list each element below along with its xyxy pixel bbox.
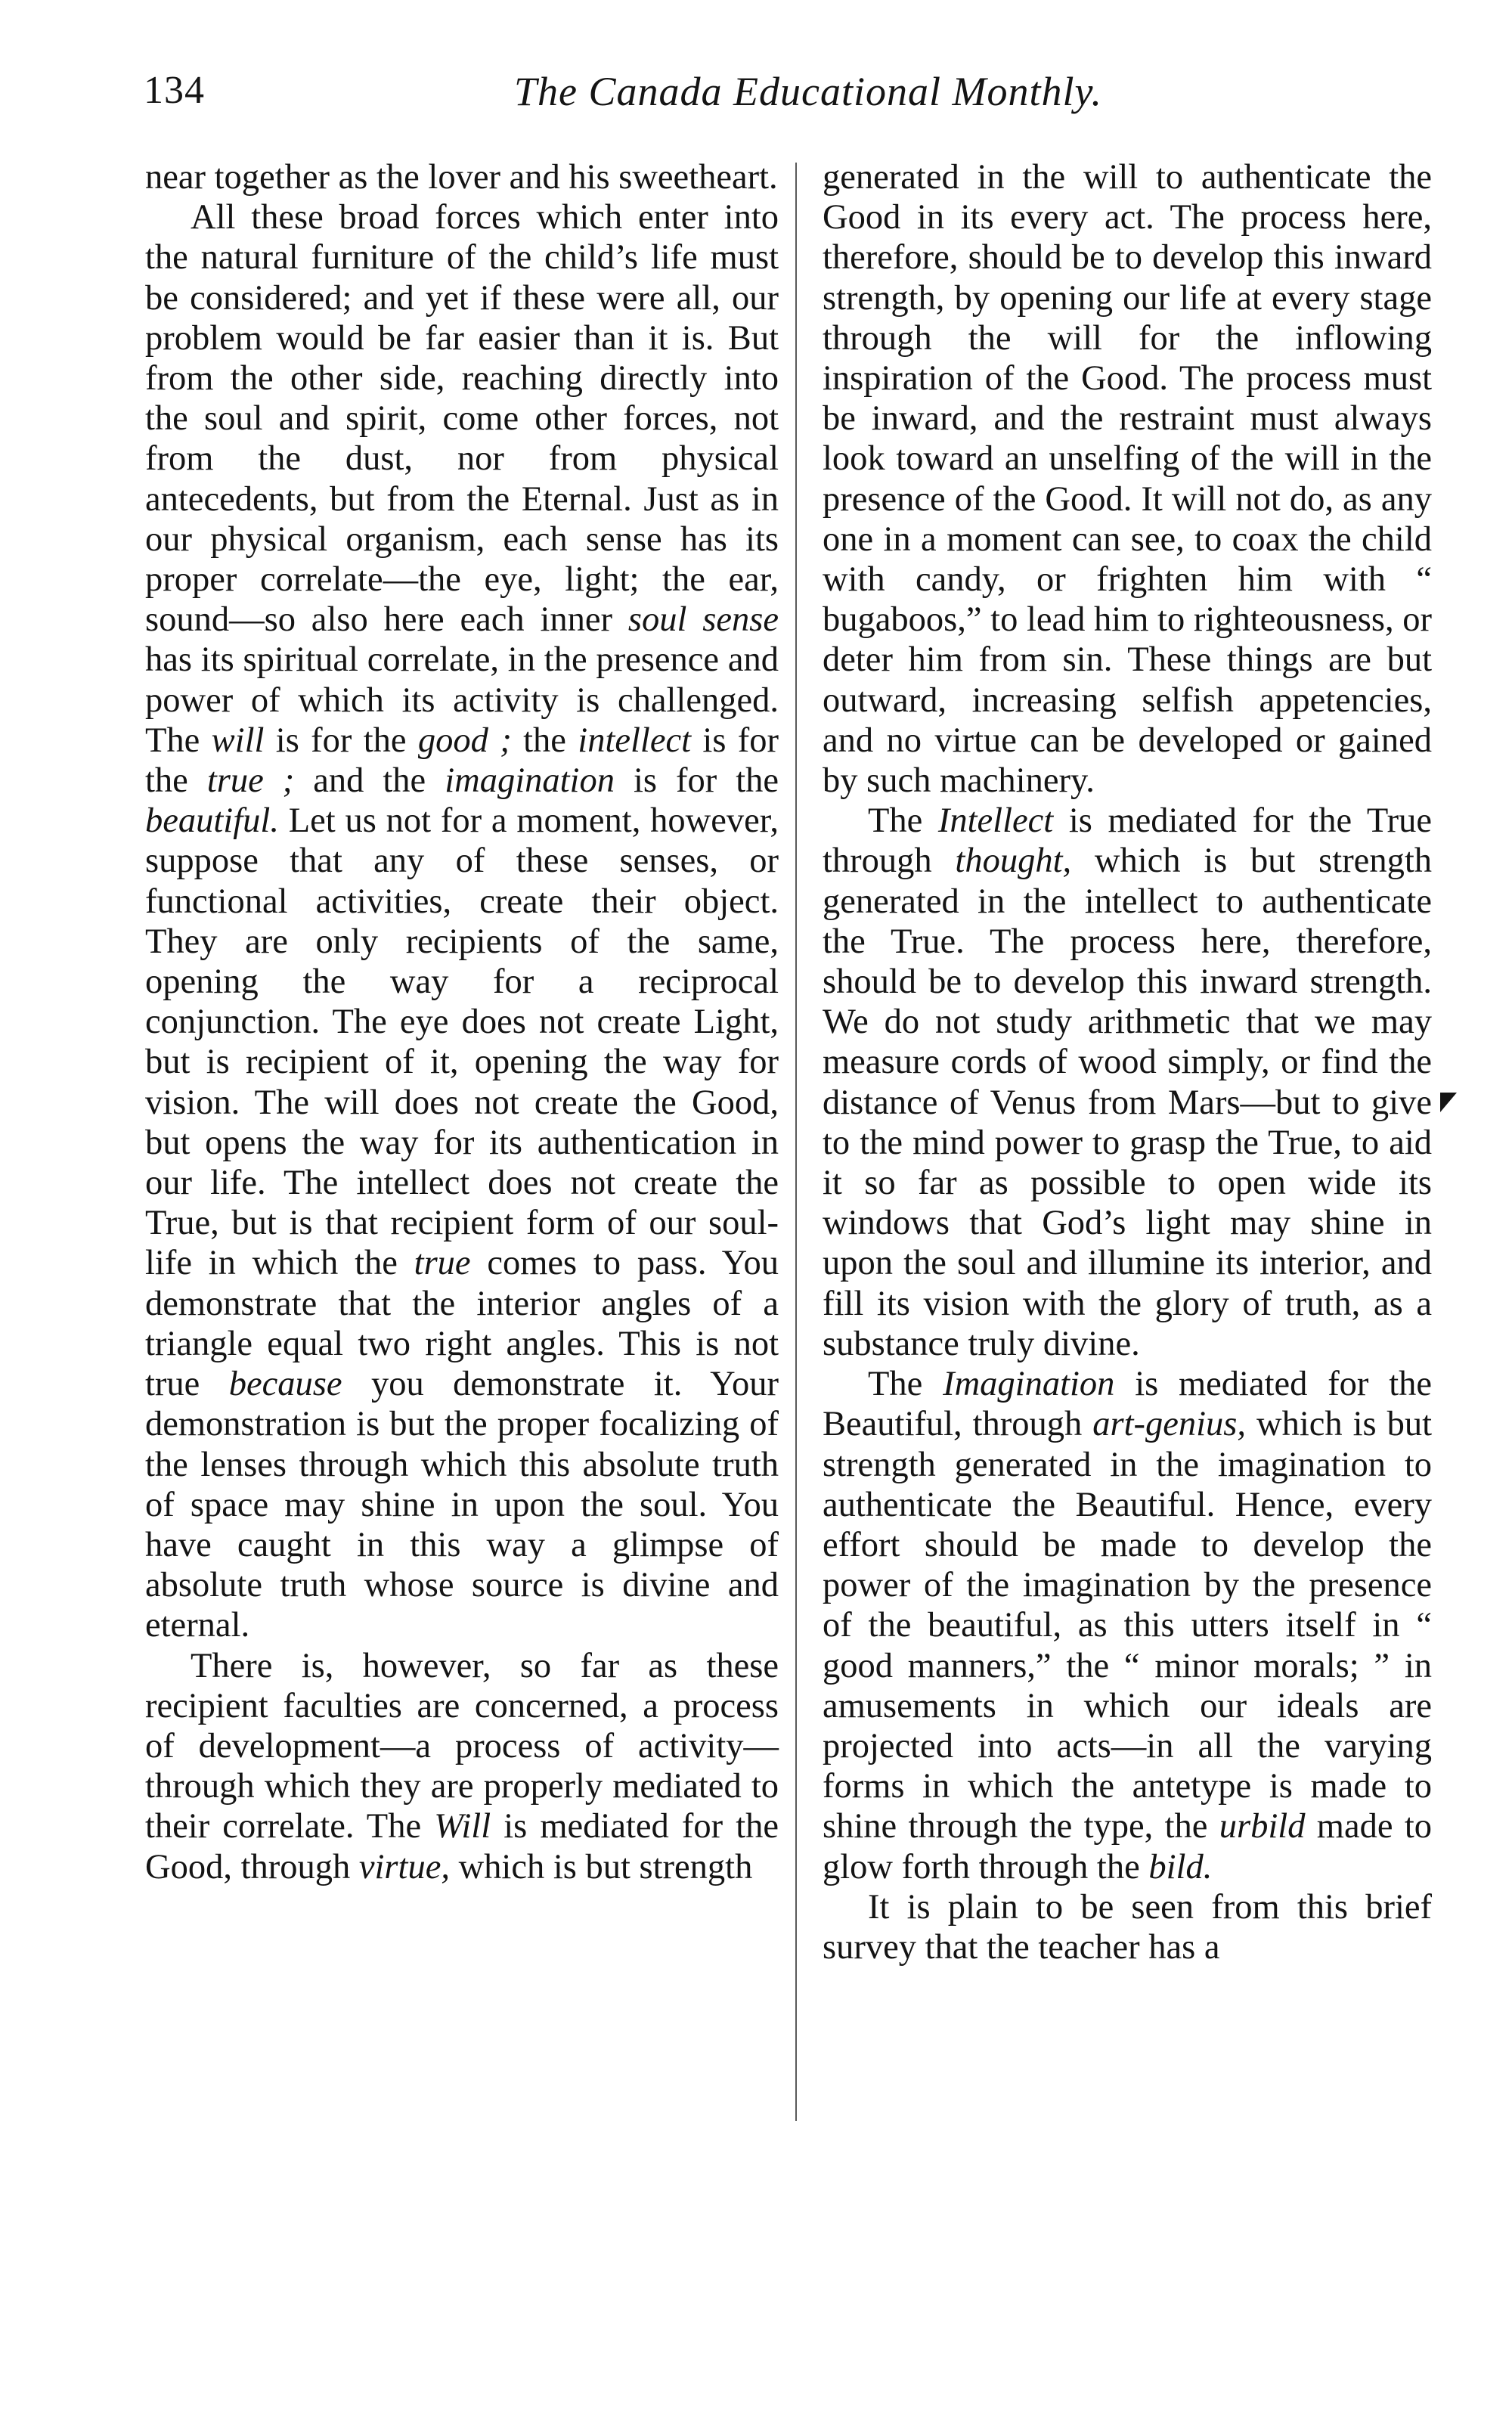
text-span: The: [868, 1365, 943, 1404]
column-rule: [795, 163, 797, 2121]
italic-imagination: Imagination: [943, 1365, 1115, 1404]
italic-will: will: [211, 721, 265, 760]
italic-soul-sense: soul sense: [627, 600, 779, 640]
text-span: and the: [294, 761, 445, 801]
italic-true: true ;: [206, 761, 295, 801]
text-span: is mediated for the True through: [823, 801, 1432, 881]
paragraph-survey: It is plain to be seen from this brief survey that the teacher has a: [823, 1887, 1432, 1967]
italic-urbild: urbild: [1219, 1807, 1306, 1846]
text-span: is for the: [145, 721, 779, 801]
text-span: is for the: [264, 721, 418, 760]
text-span: is mediated for the Good, through: [145, 1807, 779, 1886]
text-span: the: [511, 721, 578, 760]
text-span: made to glow forth through the: [823, 1807, 1433, 1886]
italic-virtue: virtue,: [358, 1847, 450, 1886]
paragraph-continuation: generated in the will to authenticate the Good in its every act. The process here, therefore, should be to develop this inward strength, by opening our life at every stage through the will for the inflowing inspiration of the Good. The process must be inward, and the restraint must always look toward an unselfing of the will in the presence of the Good. It will not do, as any one in a moment can see, to coax the child with candy, or frighten him with “ bugaboos,” to lead him to righteousness, or deter him from sin. These things are but outward, increasing selfish appetencies, and no virtue can be developed or gained by such machinery.: [823, 158, 1432, 801]
running-title: The Canada Educational Monthly.: [514, 69, 1102, 114]
italic-thought: thought,: [955, 842, 1072, 881]
page-number: 134: [144, 69, 205, 112]
italic-will-cap: Will: [434, 1807, 491, 1846]
italic-beautiful: beautiful.: [145, 801, 279, 841]
text-span: There is, however, so far as these recipient faculties are concerned, a process of development—a process of activity—through which they are properly mediated to their correlate. The: [145, 1646, 779, 1846]
italic-bild: bild.: [1148, 1847, 1213, 1886]
paragraph-development: [145, 1646, 779, 1887]
paragraph-continuation: near together as the lover and his sweetheart.: [145, 158, 778, 197]
text-span: which is but strength: [449, 1847, 753, 1886]
text-span: All these broad forces which enter into the natural furniture of the child’s life must be considered; and yet if these were all, our problem would be far easier than it is. But from the other side, reaching directly into the soul and spirit, come other forces, not from the dust, nor from physical antecedents, but from the Eternal. Just as in our physical organism, each sense has its proper correlate—the eye, light; the ear, sound—so also here each inner: [145, 198, 779, 640]
text-span: you demonstrate it. Your demonstration is but the proper focalizing of the lenses through which this absolute truth of space may shine in upon the soul. You have caught in this way a glimpse of absolute truth whose source is divine and eternal.: [145, 1365, 779, 1645]
italic-intellect: intellect: [578, 721, 692, 760]
text-span: is for the: [614, 761, 779, 801]
paragraph-intellect: [823, 801, 1432, 1364]
italic-because: because: [228, 1365, 342, 1404]
left-column: [145, 157, 779, 1887]
text-span: which is but strength generated in the intellect to authenticate the True. The process here, therefore, should be to develop this inward strength. We do not study arithmetic that we may measure cords of wood simply, or find the distance of Venus from Mars—but to give to the mind power to grasp the True, to aid it so far as possible to open wide its windows that God’s light may shine in upon the soul and illumine its interior, and fill its vision with the glory of truth, as a substance truly divine.: [823, 842, 1432, 1363]
italic-imagination: imagination: [445, 761, 615, 801]
text-span: The: [868, 801, 938, 841]
text-span: which is but strength generated in the imagination to authenticate the Beautiful. Hence, every effort should be made to develop the power of the imagination by the presence of the beautiful, as this utters itself in “ good manners,” the “ minor morals; ” in amusements in which our ideals are projected into acts—in all the varying forms in which the antetype is made to shine through the type, the: [823, 1405, 1432, 1846]
italic-art-genius: art-genius,: [1092, 1405, 1247, 1444]
text-span: is mediated for the Beautiful, through: [823, 1365, 1432, 1444]
margin-pointer-icon: [1440, 1093, 1457, 1112]
italic-intellect: Intellect: [937, 801, 1054, 841]
text-span: has its spiritual correlate, in the presence and power of which its activity is challenged. The: [145, 640, 779, 760]
italic-true-2: true: [414, 1244, 471, 1283]
paragraph-broad-forces: [145, 197, 779, 1645]
text-span: Let us not for a moment, however, suppose that any of these senses, or functional activities, create their object. They are only recipients of the same, opening the way for a reciprocal conjunction. The eye does not create Light, but is recipient of it, opening the way for vision. The will does not create the Good, but opens the way for its authentication in our life. The intellect does not create the True, but is that recipient form of our soul-life in which the: [145, 801, 779, 1283]
right-column: [823, 157, 1432, 1967]
italic-good: good ;: [417, 721, 512, 760]
text-span: comes to pass. You demonstrate that the interior angles of a triangle equal two right angles. This is not true: [145, 1244, 779, 1404]
paragraph-imagination: [823, 1364, 1432, 1887]
